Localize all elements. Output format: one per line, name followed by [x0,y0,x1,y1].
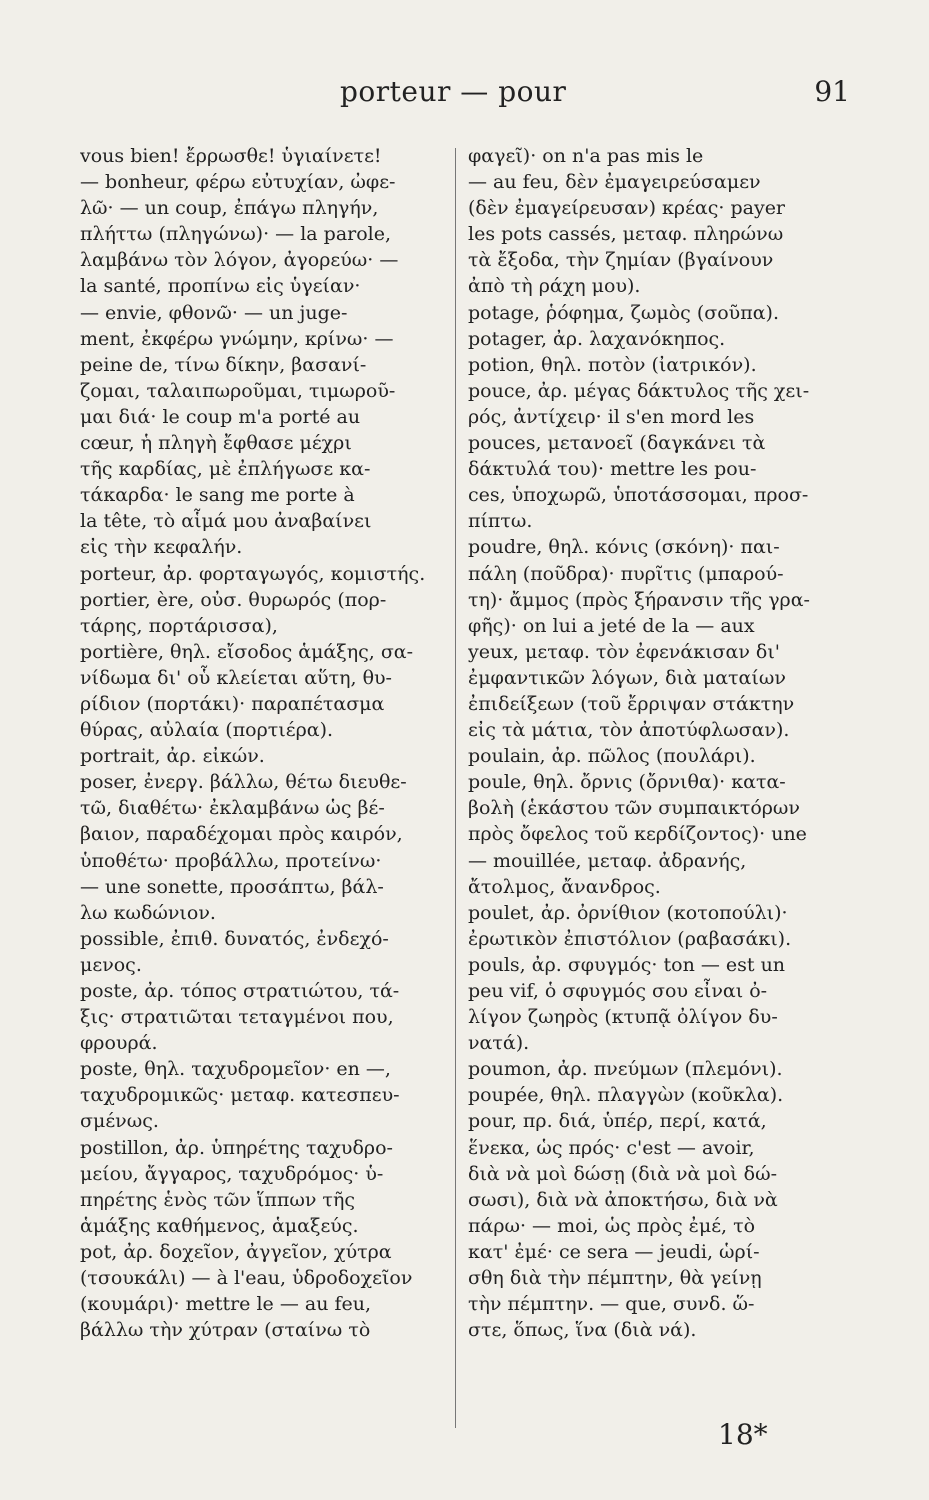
text-line: τάρης, πορτάρισσα), [80,614,278,637]
text-line: πάλη (ποῦδρα)· πυρῖτις (μπαρού- [468,562,784,585]
text-line: ξις· στρατιῶται τεταγμένοι που, [80,1006,394,1029]
text-line: λω κωδώνιον. [80,901,216,924]
text-line: ἐμφαντικῶν λόγων, διὰ ματαίων [468,666,786,689]
text-line: les pots cassés, μεταφ. πληρώνω [468,223,784,246]
text-line: ταχυδρομικῶς· μεταφ. κατεσπευ- [80,1084,400,1107]
text-line: πρὸς ὄφελος τοῦ κερδίζοντος)· une [468,823,807,846]
text-line: διὰ νὰ μοὶ δώσῃ (διὰ νὰ μοὶ δώ- [468,1162,778,1185]
text-line: poule, θηλ. ὄρνις (ὄρνιθα)· κατα- [468,771,786,794]
text-line: ἐρωτικὸν ἐπιστόλιον (ραβασάκι). [468,927,792,950]
text-line: peine de, τίνω δίκην, βασανί- [80,353,367,376]
text-line: porteur, ἀρ. φορταγωγός, κομιστής. [80,562,426,585]
text-line: νατά). [468,1032,530,1055]
text-line: ὑποθέτω· προβάλλω, προτείνω· [80,849,382,872]
text-line: βάλλω τὴν χύτραν (σταίνω τὸ [80,1319,371,1342]
text-line: (δὲν ἐμαγείρευσαν) κρέας· payer [468,197,786,220]
text-line: κατ' ἐμέ· ce sera — jeudi, ὡρί- [468,1240,760,1263]
text-line: pouls, ἀρ. σφυγμός· ton — est un [468,953,786,976]
text-line: portrait, ἀρ. εἰκών. [80,745,265,768]
text-line: τὴν πέμπτην. — que, συνδ. ὥ- [468,1293,755,1316]
text-line: τῶ, διαθέτω· ἐκλαμβάνω ὡς βέ- [80,797,385,820]
text-line: poste, ἀρ. τόπος στρατιώτου, τά- [80,980,400,1002]
text-line: μενος. [80,953,142,976]
text-line: πίπτω. [468,510,533,533]
text-line: ρίδιον (πορτάκι)· παραπέτασμα [80,692,385,715]
text-line: cœur, ἡ πληγὴ ἔφθασε μέχρι [80,432,352,455]
text-line: στε, ὅπως, ἵνα (διὰ νά). [468,1319,697,1342]
page-number: 91 [814,75,850,108]
text-line: potager, ἀρ. λαχανόκηπος. [468,327,726,350]
text-line: φρουρά. [80,1032,158,1055]
text-line: poulet, ἀρ. ὀρνίθιον (κοτοπούλι)· [468,901,788,924]
page-header [70,75,850,115]
text-line: ἕνεκα, ὡς πρός· c'est — avoir, [468,1136,755,1159]
text-line: la tête, τὸ αἷμά μου ἀναβαίνει [80,510,372,533]
text-line: βαιον, παραδέχομαι πρὸς καιρόν, [80,823,403,846]
left-column [80,143,460,1343]
text-line: θύρας, αὐλαία (πορτιέρα). [80,719,334,742]
text-line: ἁμάξης καθήμενος, ἁμαξεύς. [80,1214,359,1237]
text-line: yeux, μεταφ. τὸν ἐφενάκισαν δι' [468,640,781,663]
text-line: poumon, ἀρ. πνεύμων (πλεμόνι). [468,1058,783,1081]
text-line: possible, ἐπιθ. δυνατός, ἐνδεχό- [80,927,389,950]
text-line: δάκτυλά του)· mettre les pou- [468,458,757,481]
text-line: τῆς καρδίας, μὲ ἐπλήγωσε κα- [80,458,371,481]
text-line: pouces, μετανοεῖ (δαγκάνει τὰ [468,432,766,455]
text-line: πηρέτης ἑνὸς τῶν ἵππων τῆς [80,1188,355,1211]
text-line: poser, ἐνεργ. βάλλω, θέτω διευθε- [80,771,407,794]
text-line: pot, ἀρ. δοχεῖον, ἀγγεῖον, χύτρα [80,1240,392,1263]
text-line: λαμβάνω τὸν λόγον, ἀγορεύω· — [80,249,399,272]
text-line: πάρω· — moi, ὡς πρὸς ἐμέ, τὸ [468,1214,756,1237]
text-line: ment, ἐκφέρω γνώμην, κρίνω· — [80,327,394,350]
text-line: — envie, φθονῶ· — un juge- [80,301,348,324]
text-line: λῶ· — un coup, ἐπάγω πληγήν, [80,197,379,220]
text-line: μείου, ἄγγαρος, ταχυδρόμος· ὑ- [80,1162,384,1185]
text-line: (τσουκάλι) — à l'eau, ὑδροδοχεῖον [80,1267,413,1290]
text-line: (κουμάρι)· mettre le — au feu, [80,1293,372,1316]
text-line: εἰς τὴν κεφαλήν. [80,536,243,559]
text-line: peu vif, ὁ σφυγμός σου εἶναι ὀ- [468,980,768,1002]
text-line: ρός, ἀντίχειρ· il s'en mord les [468,405,755,428]
text-line: φαγεῖ)· on n'a pas mis le [468,145,704,167]
text-line: portière, θηλ. εἴσοδος ἁμάξης, σα- [80,640,414,663]
text-line: βολὴ (ἑκάστου τῶν συμπαικτόρων [468,797,800,820]
text-line: la santé, προπίνω εἰς ὑγείαν· [80,275,361,298]
text-line: τη)· ἄμμος (πρὸς ξήρανσιν τῆς γρα- [468,588,810,611]
text-line: portier, ère, οὐσ. θυρωρός (πορ- [80,588,387,611]
text-line: τάκαρδα· le sang me porte à [80,484,355,507]
running-head: porteur — pour [340,75,567,108]
text-line: poulain, ἀρ. πῶλος (πουλάρι). [468,745,756,768]
text-line: πλήττω (πληγώνω)· — la parole, [80,223,392,246]
text-line: σωσι), διὰ νὰ ἀποκτήσω, διὰ νὰ [468,1188,778,1211]
text-line: ἄτολμος, ἄνανδρος. [468,875,661,898]
text-line: — mouillée, μεταφ. ἀδρανής, [468,849,747,872]
text-line: — au feu, δὲν ἐμαγειρεύσαμεν [468,171,761,194]
text-line: ζομαι, ταλαιπωροῦμαι, τιμωροῦ- [80,379,396,402]
signature-mark: 18* [718,1418,768,1451]
text-line: potage, ῥόφημα, ζωμὸς (σοῦπα). [468,301,780,324]
text-line: σμένως. [80,1110,159,1133]
text-line: ἀπὸ τὴ ράχη μου). [468,275,641,298]
text-line: vous bien! ἔρρωσθε! ὑγιαίνετε! [80,145,382,167]
text-line: εἰς τὰ μάτια, τὸν ἀποτύφλωσαν). [468,719,790,742]
right-column [468,143,848,1343]
text-line: τὰ ἔξοδα, τὴν ζημίαν (βγαίνουν [468,249,774,272]
text-line: — bonheur, φέρω εὐτυχίαν, ὠφε- [80,171,396,194]
text-line: μαι διά· le coup m'a porté au [80,405,361,428]
text-line: ces, ὑποχωρῶ, ὑποτάσσομαι, προσ- [468,484,809,507]
text-line: — une sonette, προσάπτω, βάλ- [80,875,384,898]
text-line: potion, θηλ. ποτὸν (ἰατρικόν). [468,353,757,376]
column-divider [455,148,456,1428]
text-line: λίγον ζωηρὸς (κτυπᾷ ὀλίγον δυ- [468,1006,778,1029]
text-line: νίδωμα δι' οὗ κλείεται αὕτη, θυ- [80,666,392,689]
text-line: poudre, θηλ. κόνις (σκόνη)· παι- [468,536,780,559]
text-line: postillon, ἀρ. ὑπηρέτης ταχυδρο- [80,1136,393,1159]
text-line: ἐπιδείξεων (τοῦ ἔρριψαν στάκτην [468,692,795,715]
text-line: φῆς)· on lui a jeté de la — aux [468,614,755,637]
text-line: poste, θηλ. ταχυδρομεῖον· en —, [80,1058,391,1081]
text-line: pouce, ἀρ. μέγας δάκτυλος τῆς χει- [468,379,810,402]
text-line: pour, πρ. διά, ὑπέρ, περί, κατά, [468,1110,767,1133]
text-line: poupée, θηλ. πλαγγὼν (κοῦκλα). [468,1084,784,1107]
text-line: σθη διὰ τὴν πέμπτην, θὰ γείνῃ [468,1267,762,1290]
